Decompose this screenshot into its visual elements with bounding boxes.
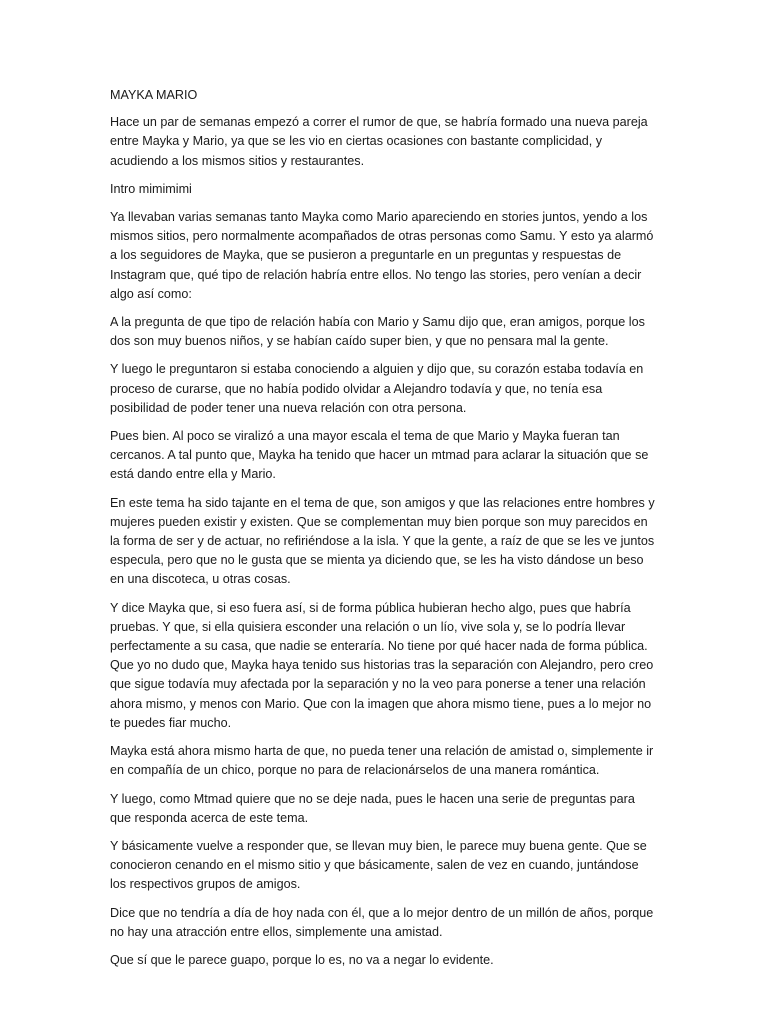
- paragraph-1: Hace un par de semanas empezó a correr el rumor de que, se habría formado una nueva pareja entre Mayka y Mario, ya que se les vio en ciertas ocasiones con bastante complicidad, y acudiendo a los mismos sitios y restaurantes.: [110, 115, 648, 168]
- document-title: MAYKA MARIO: [110, 88, 198, 102]
- paragraph-5: Y luego le preguntaron si estaba conociendo a alguien y dijo que, su corazón estaba todavía en proceso de curarse, que no había podido olvidar a Alejandro todavía y que, no tenía esa posibilidad de poder tener una nueva relación con otra persona.: [110, 362, 644, 415]
- paragraph-7: En este tema ha sido tajante en el tema de que, son amigos y que las relaciones entre hombres y mujeres pueden existir y existen. Que se complementan muy bien porque son muy parecidos en la forma de ser y de actuar, no refiriéndose a la isla. Y que la gente, a raíz de que se les ve juntos especula, pero que no le gusta que se mienta ya diciendo que, se les ha visto dándose un beso en una discoteca, u otras cosas.: [110, 495, 655, 587]
- paragraph-8: Y dice Mayka que, si eso fuera así, si de forma pública hubieran hecho algo, pues que habría pruebas. Y que, si ella quisiera esconder una relación o un lío, vive sola y, se lo podría llevar perfectamente a su casa, que nadie se enteraría. No tiene por qué hacer nada de forma pública. Que yo no dudo que, Mayka haya tenido sus historias tras la separación con Alejandro, pero creo que sigue todavía muy afectada por la separación y no la veo para ponerse a tener una relación ahora mismo, y menos con Mario. Que con la imagen que ahora mismo tiene, pues a lo mejor no te puedes fiar mucho.: [110, 600, 654, 730]
- paragraph-3: Ya llevaban varias semanas tanto Mayka como Mario apareciendo en stories juntos, yendo a los mismos sitios, pero normalmente acompañados de otras personas como Samu. Y esto ya alarmó a los seguidores de Mayka, que se pusieron a preguntarle en un preguntas y respuestas de Instagram que, qué tipo de relación habría entre ellos. No tengo las stories, pero venían a decir algo así como:: [110, 210, 654, 301]
- paragraph-10: Y luego, como Mtmad quiere que no se deje nada, pues le hacen una serie de preguntas para que responda acerca de este tema.: [110, 791, 635, 825]
- paragraph-12: Dice que no tendría a día de hoy nada con él, que a lo mejor dentro de un millón de años, porque no hay una atracción entre ellos, simplemente una amistad.: [110, 905, 654, 939]
- paragraph-11: Y básicamente vuelve a responder que, se llevan muy bien, le parece muy buena gente. Que se conocieron cenando en el mismo sitio y que básicamente, salen de vez en cuando, juntándose los respectivos grupos de amigos.: [110, 838, 647, 892]
- document-body: [110, 86, 658, 979]
- paragraph-13: Que sí que le parece guapo, porque lo es, no va a negar lo evidente.: [110, 952, 494, 967]
- paragraph-9: Mayka está ahora mismo harta de que, no pueda tener una relación de amistad o, simplemente ir en compañía de un chico, porque no para de relacionárselos de una manera romántica.: [110, 744, 654, 778]
- paragraph-6: Pues bien. Al poco se viralizó a una mayor escala el tema de que Mario y Mayka fueran tan cercanos. A tal punto que, Mayka ha tenido que hacer un mtmad para aclarar la situación que se está dando entre ella y Mario.: [110, 429, 649, 482]
- paragraph-2: Intro mimimimi: [110, 181, 192, 196]
- paragraph-4: A la pregunta de que tipo de relación había con Mario y Samu dijo que, eran amigos, porque los dos son muy buenos niños, y se habían caído super bien, y que no pensara mal la gente.: [110, 315, 645, 349]
